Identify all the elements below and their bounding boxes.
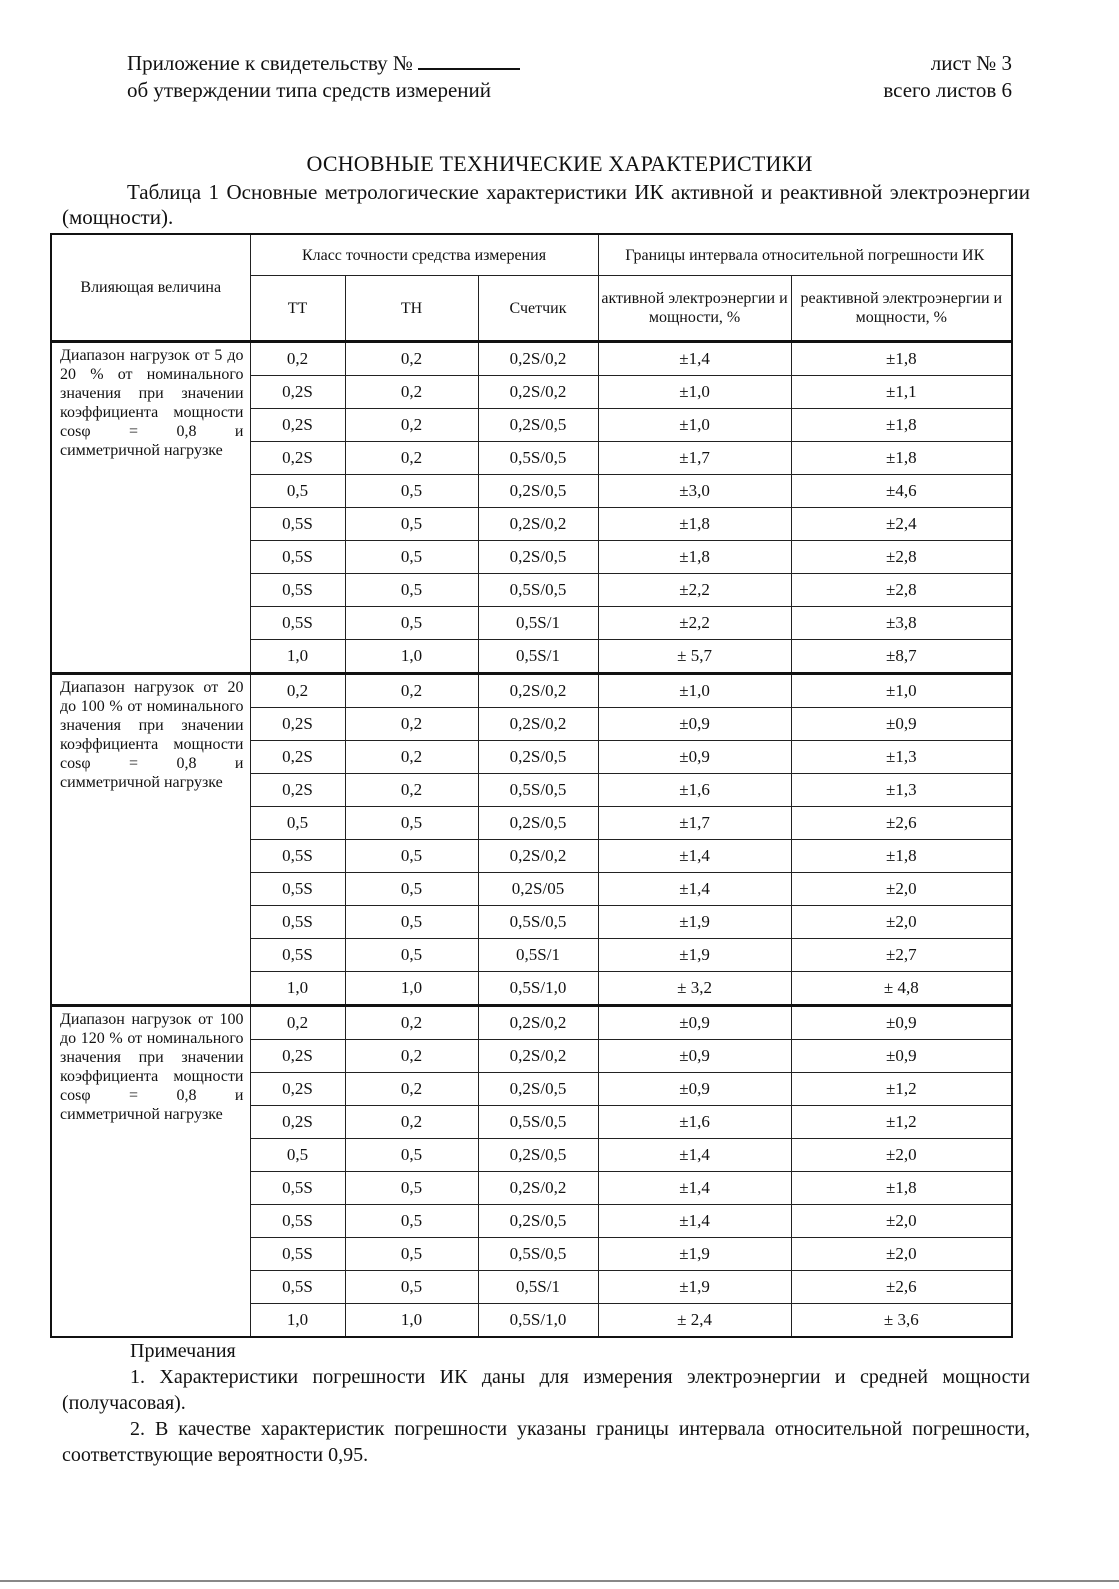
certificate-number-blank [418, 50, 520, 70]
tt-cell: 0,2S [250, 442, 345, 475]
tt-cell: 0,5 [250, 475, 345, 508]
table-body [51, 342, 1012, 1338]
reactive-error-cell: ±2,8 [791, 574, 1012, 607]
table-row [51, 1006, 1012, 1040]
reactive-error-cell: ±1,2 [791, 1106, 1012, 1139]
table-caption: Таблица 1 Основные метрологические характеристики ИК активной и реактивной электроэнергии (мощности). [62, 180, 1030, 229]
meter-cell: 0,5S/0,5 [478, 906, 598, 939]
meter-cell: 0,5S/1 [478, 640, 598, 674]
tn-cell: 1,0 [345, 972, 478, 1006]
reactive-error-cell: ±3,8 [791, 607, 1012, 640]
reactive-error-cell: ±2,0 [791, 1139, 1012, 1172]
tt-cell: 0,5S [250, 939, 345, 972]
tn-cell: 0,5 [345, 1172, 478, 1205]
tn-cell: 0,5 [345, 939, 478, 972]
reactive-error-cell: ±2,8 [791, 541, 1012, 574]
reactive-error-cell: ±1,1 [791, 376, 1012, 409]
tn-cell: 0,5 [345, 541, 478, 574]
meter-cell: 0,2S/0,5 [478, 1205, 598, 1238]
tn-cell: 0,5 [345, 574, 478, 607]
reactive-error-cell: ±2,6 [791, 1271, 1012, 1304]
header-tt: ТТ [250, 276, 345, 342]
note-item: 1. Характеристики погрешности ИК даны для измерения электроэнергии и средней мощности (получасовая). [62, 1366, 1030, 1414]
reactive-error-cell: ±2,4 [791, 508, 1012, 541]
active-error-cell: ±1,9 [598, 939, 791, 972]
tt-cell: 0,2S [250, 1073, 345, 1106]
tn-cell: 0,5 [345, 807, 478, 840]
header-tn: ТН [345, 276, 478, 342]
tt-cell: 0,5S [250, 1172, 345, 1205]
meter-cell: 0,2S/0,5 [478, 1073, 598, 1106]
active-error-cell: ±1,0 [598, 674, 791, 708]
tn-cell: 0,2 [345, 342, 478, 376]
reactive-error-cell: ±1,8 [791, 840, 1012, 873]
active-error-cell: ±1,0 [598, 409, 791, 442]
active-error-cell: ±1,4 [598, 873, 791, 906]
reactive-error-cell: ±1,3 [791, 774, 1012, 807]
active-error-cell: ±0,9 [598, 1073, 791, 1106]
meter-cell: 0,5S/1 [478, 607, 598, 640]
meter-cell: 0,2S/0,2 [478, 342, 598, 376]
meter-cell: 0,2S/0,5 [478, 409, 598, 442]
tt-cell: 0,5S [250, 1271, 345, 1304]
tt-cell: 0,5 [250, 1139, 345, 1172]
tn-cell: 1,0 [345, 640, 478, 674]
meter-cell: 0,2S/0,2 [478, 840, 598, 873]
tn-cell: 0,5 [345, 508, 478, 541]
active-error-cell: ±1,0 [598, 376, 791, 409]
reactive-error-cell: ±2,0 [791, 1205, 1012, 1238]
reactive-error-cell: ±1,8 [791, 342, 1012, 376]
meter-cell: 0,5S/1 [478, 939, 598, 972]
tn-cell: 0,5 [345, 475, 478, 508]
meter-cell: 0,2S/0,2 [478, 1172, 598, 1205]
reactive-error-cell: ±2,7 [791, 939, 1012, 972]
tn-cell: 0,2 [345, 774, 478, 807]
reactive-error-cell: ±4,6 [791, 475, 1012, 508]
certificate-annex-label: Приложение к свидетельству № [127, 51, 413, 75]
tt-cell: 0,2S [250, 409, 345, 442]
meter-cell: 0,2S/0,2 [478, 376, 598, 409]
reactive-error-cell: ±1,2 [791, 1073, 1012, 1106]
tn-cell: 0,2 [345, 1073, 478, 1106]
sheet-number: лист № 3 [930, 51, 1012, 75]
tt-cell: 0,5S [250, 574, 345, 607]
active-error-cell: ±1,4 [598, 1172, 791, 1205]
tn-cell: 0,2 [345, 1106, 478, 1139]
meter-cell: 0,2S/0,5 [478, 475, 598, 508]
reactive-error-cell: ±0,9 [791, 708, 1012, 741]
tt-cell: 0,2 [250, 1006, 345, 1040]
tt-cell: 1,0 [250, 1304, 345, 1338]
tn-cell: 0,5 [345, 1205, 478, 1238]
tt-cell: 1,0 [250, 640, 345, 674]
reactive-error-cell: ±2,0 [791, 1238, 1012, 1271]
tt-cell: 0,5S [250, 840, 345, 873]
active-error-cell: ±2,2 [598, 574, 791, 607]
tn-cell: 0,5 [345, 1139, 478, 1172]
active-error-cell: ±0,9 [598, 1040, 791, 1073]
tn-cell: 0,5 [345, 1271, 478, 1304]
page-title: ОСНОВНЫЕ ТЕХНИЧЕСКИЕ ХАРАКТЕРИСТИКИ [306, 151, 813, 176]
active-error-cell: ±1,4 [598, 1139, 791, 1172]
meter-cell: 0,5S/0,5 [478, 774, 598, 807]
meter-cell: 0,2S/0,2 [478, 1040, 598, 1073]
reactive-error-cell: ±1,8 [791, 409, 1012, 442]
meter-cell: 0,2S/05 [478, 873, 598, 906]
tn-cell: 0,2 [345, 1040, 478, 1073]
active-error-cell: ± 2,4 [598, 1304, 791, 1338]
tt-cell: 0,2S [250, 1040, 345, 1073]
active-error-cell: ±1,4 [598, 1205, 791, 1238]
tt-cell: 0,5S [250, 873, 345, 906]
reactive-error-cell: ±2,6 [791, 807, 1012, 840]
tt-cell: 0,2S [250, 741, 345, 774]
tn-cell: 0,5 [345, 1238, 478, 1271]
header-active: активной электроэнергии и мощности, % [598, 276, 791, 342]
meter-cell: 0,2S/0,5 [478, 1139, 598, 1172]
influence-cell [51, 342, 250, 674]
header-right [883, 50, 1012, 104]
notes [62, 1338, 1030, 1468]
reactive-error-cell: ±1,8 [791, 442, 1012, 475]
active-error-cell: ±1,6 [598, 774, 791, 807]
reactive-error-cell: ±2,0 [791, 873, 1012, 906]
influence-text: Диапазон нагрузок от 100 до 120 % от номинального значения при значении коэффициента мощности cosφ = 0,8 и симметричной нагрузке [60, 1011, 244, 1123]
active-error-cell: ±0,9 [598, 708, 791, 741]
tt-cell: 0,2 [250, 674, 345, 708]
tt-cell: 0,5 [250, 807, 345, 840]
tn-cell: 0,5 [345, 607, 478, 640]
tt-cell: 1,0 [250, 972, 345, 1006]
meter-cell: 0,5S/0,5 [478, 1106, 598, 1139]
metrology-table [50, 233, 1013, 1338]
active-error-cell: ±1,8 [598, 508, 791, 541]
tt-cell: 0,5S [250, 541, 345, 574]
tn-cell: 0,2 [345, 1006, 478, 1040]
reactive-error-cell: ±1,8 [791, 1172, 1012, 1205]
tn-cell: 0,2 [345, 442, 478, 475]
table-row [51, 342, 1012, 376]
type-approval-label: об утверждении типа средств измерений [127, 78, 492, 102]
meter-cell: 0,2S/0,2 [478, 708, 598, 741]
tt-cell: 0,5S [250, 508, 345, 541]
active-error-cell: ±1,7 [598, 442, 791, 475]
meter-cell: 0,2S/0,2 [478, 508, 598, 541]
meter-cell: 0,2S/0,5 [478, 541, 598, 574]
header-meter: Счетчик [478, 276, 598, 342]
reactive-error-cell: ±0,9 [791, 1006, 1012, 1040]
meter-cell: 0,5S/0,5 [478, 574, 598, 607]
tt-cell: 0,5S [250, 607, 345, 640]
meter-cell: 0,5S/1,0 [478, 1304, 598, 1338]
tn-cell: 0,2 [345, 741, 478, 774]
tn-cell: 0,5 [345, 840, 478, 873]
tt-cell: 0,5S [250, 906, 345, 939]
total-sheets: всего листов 6 [883, 78, 1012, 102]
tn-cell: 0,2 [345, 674, 478, 708]
reactive-error-cell: ± 3,6 [791, 1304, 1012, 1338]
meter-cell: 0,2S/0,5 [478, 741, 598, 774]
influence-cell [51, 674, 250, 1006]
active-error-cell: ±0,9 [598, 741, 791, 774]
meter-cell: 0,5S/1 [478, 1271, 598, 1304]
tn-cell: 1,0 [345, 1304, 478, 1338]
tn-cell: 0,2 [345, 376, 478, 409]
meter-cell: 0,5S/0,5 [478, 1238, 598, 1271]
header-accuracy-group: Класс точности средства измерения [250, 234, 598, 276]
active-error-cell: ±1,9 [598, 906, 791, 939]
reactive-error-cell: ±1,3 [791, 741, 1012, 774]
tt-cell: 0,2S [250, 376, 345, 409]
influence-text: Диапазон нагрузок от 5 до 20 % от номинального значения при значении коэффициента мощности cosφ = 0,8 и симметричной нагрузке [60, 347, 244, 459]
meter-cell: 0,5S/1,0 [478, 972, 598, 1006]
tt-cell: 0,5S [250, 1205, 345, 1238]
influence-cell [51, 1006, 250, 1338]
active-error-cell: ± 5,7 [598, 640, 791, 674]
notes-title: Примечания [130, 1340, 236, 1362]
tt-cell: 0,2S [250, 1106, 345, 1139]
active-error-cell: ±1,9 [598, 1238, 791, 1271]
active-error-cell: ±3,0 [598, 475, 791, 508]
reactive-error-cell: ±8,7 [791, 640, 1012, 674]
tt-cell: 0,2S [250, 774, 345, 807]
header-left [127, 50, 520, 104]
active-error-cell: ±1,8 [598, 541, 791, 574]
reactive-error-cell: ±0,9 [791, 1040, 1012, 1073]
active-error-cell: ±1,9 [598, 1271, 791, 1304]
tt-cell: 0,2 [250, 342, 345, 376]
meter-cell: 0,2S/0,5 [478, 807, 598, 840]
influence-text: Диапазон нагрузок от 20 до 100 % от номинального значения при значении коэффициента мощности cosφ = 0,8 и симметричной нагрузке [60, 679, 244, 791]
active-error-cell: ±1,4 [598, 342, 791, 376]
active-error-cell: ±2,2 [598, 607, 791, 640]
tt-cell: 0,2S [250, 708, 345, 741]
tn-cell: 0,5 [345, 906, 478, 939]
reactive-error-cell: ±2,0 [791, 906, 1012, 939]
active-error-cell: ± 3,2 [598, 972, 791, 1006]
meter-cell: 0,2S/0,2 [478, 674, 598, 708]
header-reactive: реактивной электроэнергии и мощности, % [791, 276, 1012, 342]
header-influence: Влияющая величина [51, 234, 250, 342]
tn-cell: 0,2 [345, 708, 478, 741]
meter-cell: 0,5S/0,5 [478, 442, 598, 475]
note-item: 2. В качестве характеристик погрешности указаны границы интервала относительной погрешности, соответствующие вероятности 0,95. [62, 1418, 1030, 1466]
tn-cell: 0,5 [345, 873, 478, 906]
header-error-group: Границы интервала относительной погрешности ИК [598, 234, 1012, 276]
active-error-cell: ±1,4 [598, 840, 791, 873]
reactive-error-cell: ±1,0 [791, 674, 1012, 708]
meter-cell: 0,2S/0,2 [478, 1006, 598, 1040]
tt-cell: 0,5S [250, 1238, 345, 1271]
active-error-cell: ±0,9 [598, 1006, 791, 1040]
scan-edge-line [0, 1580, 1119, 1582]
reactive-error-cell: ± 4,8 [791, 972, 1012, 1006]
active-error-cell: ±1,7 [598, 807, 791, 840]
active-error-cell: ±1,6 [598, 1106, 791, 1139]
tn-cell: 0,2 [345, 409, 478, 442]
table-row [51, 674, 1012, 708]
